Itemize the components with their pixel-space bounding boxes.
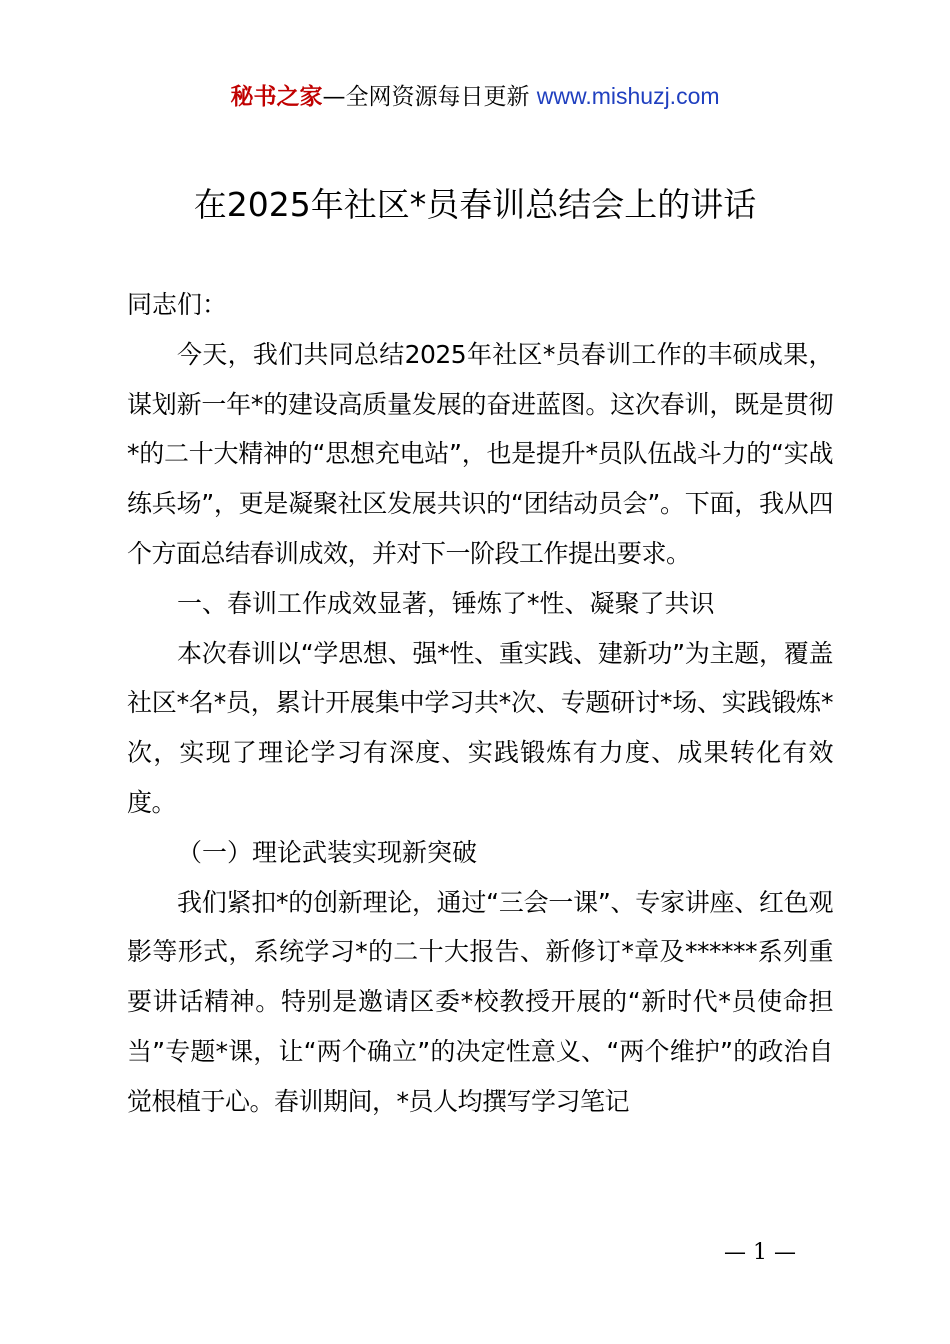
document-body (127, 280, 833, 1127)
site-brand: 秘书之家 (230, 84, 323, 110)
subsection-heading-1: （一）理论武装实现新突破 (177, 837, 478, 867)
paragraph-subsection-1: 我们紧扣*的创新理论，通过“三会一课”、专家讲座、红色观影等形式，系统学习*的二十大报告、新修订*章及******系列重要讲话精神。特别是邀请区委*校教授开展的“新时代*员使命担当”专题*课，让“两个确立”的决定性意义、“两个维护”的政治自觉根植于心。春训期间，*员人均撰写学习笔记 (127, 887, 833, 1116)
section-heading-1: 一、春训工作成效显著，锤炼了*性、凝聚了共识 (177, 588, 715, 618)
salutation: 同志们： (127, 290, 228, 319)
site-slogan: —全网资源每日更新 (322, 84, 530, 110)
page-number: — 1 — (724, 1240, 796, 1265)
site-banner (0, 80, 950, 113)
paragraph-section-1: 本次春训以“学思想、强*性、重实践、建新功”为主题，覆盖社区*名*员，累计开展集中学习共*次、专题研讨*场、实践锻炼*次，实现了理论学习有深度、实践锻炼有力度、成果转化有效度。 (127, 638, 833, 817)
site-url-link[interactable]: www.mishuzj.com (536, 83, 720, 109)
document-title: 在2025年社区*员春训总结会上的讲话 (193, 185, 757, 224)
paragraph-intro: 今天，我们共同总结2025年社区*员春训工作的丰硕成果，谋划新一年*的建设高质量发展的奋进蓝图。这次春训，既是贯彻*的二十大精神的“思想充电站”，也是提升*员队伍战斗力的“实战练兵场”，更是凝聚社区发展共识的“团结动员会”。下面，我从四个方面总结春训成效，并对下一阶段工作提出要求。 (127, 339, 833, 568)
